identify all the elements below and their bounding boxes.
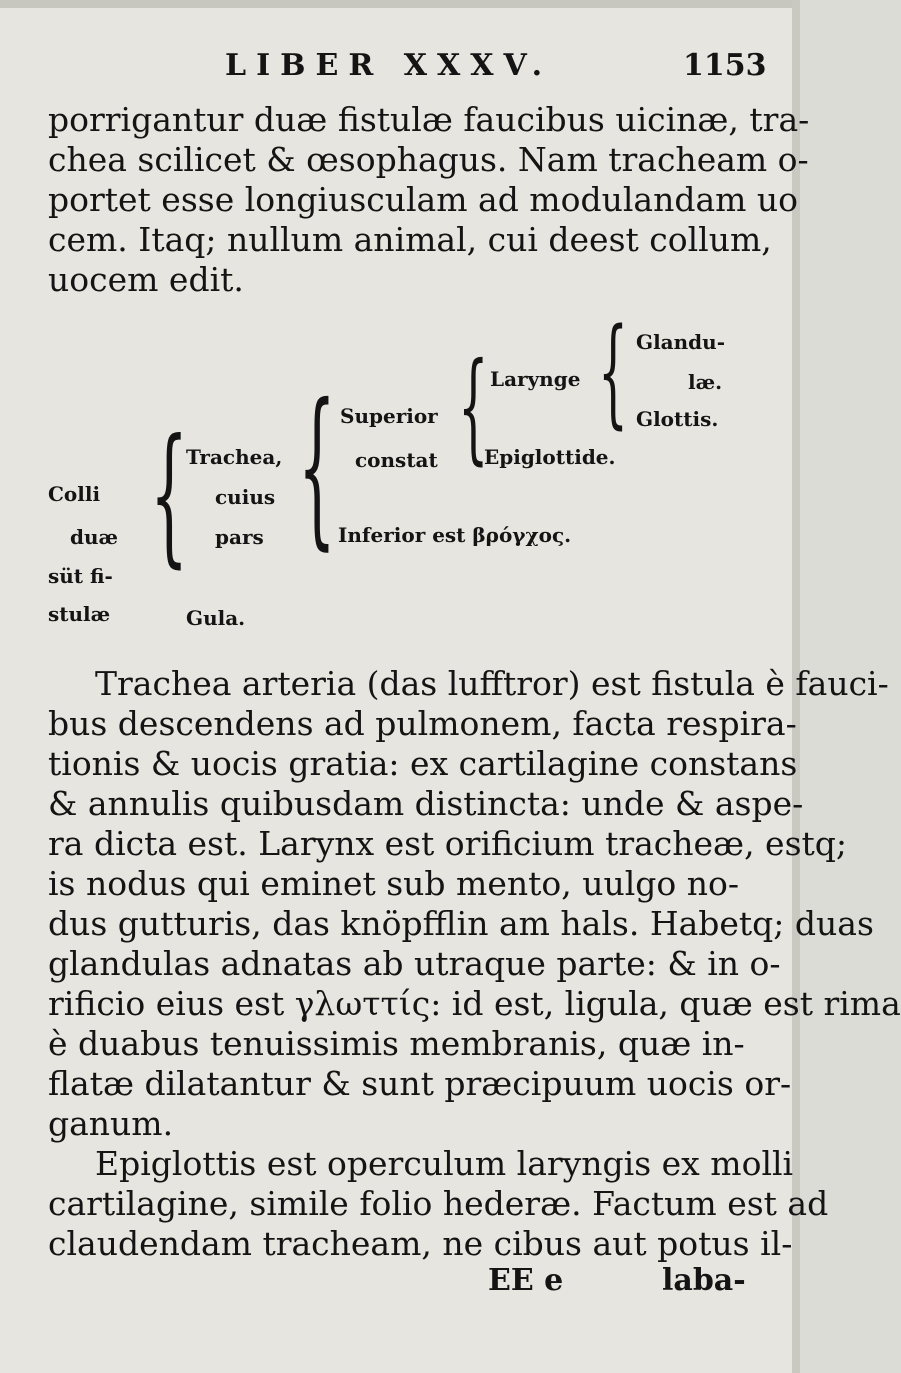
superior-label: Superior bbox=[340, 404, 438, 428]
text-line: è duabus tenuissimis membranis, quæ in- bbox=[48, 1024, 745, 1063]
running-title: LIBER XXXV. bbox=[225, 48, 553, 83]
catchword: laba- bbox=[662, 1263, 746, 1298]
text-line: uocem edit. bbox=[48, 260, 244, 299]
root-label-line: duæ bbox=[70, 525, 119, 549]
glandulae-label: læ. bbox=[688, 370, 723, 394]
text-line: flatæ dilatantur & sunt præcipuum uocis or- bbox=[48, 1064, 792, 1103]
text-line: rificio eius est γλωττίς: id est, ligula, quæ est rima bbox=[48, 984, 901, 1023]
brace-trachea: { bbox=[298, 368, 336, 566]
larynge-label: Larynge bbox=[490, 367, 581, 391]
glottis-label: Glottis. bbox=[636, 407, 719, 431]
brace-root: { bbox=[150, 408, 189, 582]
root-label-line: stulæ bbox=[48, 602, 111, 626]
text-line: bus descendens ad pulmonem, facta respira- bbox=[48, 704, 797, 743]
text-line: porrigantur duæ fistulæ faucibus uicinæ, tra- bbox=[48, 100, 810, 139]
page-number: 1153 bbox=[683, 48, 767, 83]
root-label-line: Colli bbox=[48, 482, 101, 506]
page-header bbox=[0, 48, 800, 88]
text-line: cartilagine, simile folio hederæ. Factum est ad bbox=[48, 1184, 829, 1223]
brace-superior: { bbox=[458, 338, 489, 477]
trachea-label: Trachea, bbox=[186, 445, 283, 469]
brace-larynge: { bbox=[598, 302, 629, 440]
trachea-label: cuius bbox=[215, 485, 276, 509]
superior-label: constat bbox=[355, 448, 438, 472]
page-top-edge bbox=[0, 0, 800, 8]
glandulae-label: Glandu- bbox=[636, 330, 726, 354]
gula-label: Gula. bbox=[186, 606, 246, 630]
trachea-label: pars bbox=[215, 525, 264, 549]
inferior-label: Inferior est βρόγχος. bbox=[338, 523, 572, 547]
text-line: glandulas adnatas ab utraque parte: & in o- bbox=[48, 944, 781, 983]
signature-mark: EE e bbox=[488, 1263, 564, 1298]
text-line: is nodus qui eminet sub mento, uulgo no- bbox=[48, 864, 740, 903]
text-line: dus gutturis, das knöpfflin am hals. Habetq; duas bbox=[48, 904, 874, 943]
root-label-line: süt fi- bbox=[48, 564, 113, 588]
text-line: Epiglottis est operculum laryngis ex molli bbox=[95, 1144, 794, 1183]
text-line: portet esse longiusculam ad modulandam uo bbox=[48, 180, 799, 219]
epiglottide-label: Epiglottide. bbox=[484, 445, 616, 469]
text-line: claudendam tracheam, ne cibus aut potus il- bbox=[48, 1224, 793, 1263]
text-line: & annulis quibusdam distincta: unde & aspe- bbox=[48, 784, 804, 823]
text-line: Trachea arteria (das lufftror) est fistula è fauci- bbox=[95, 664, 889, 703]
text-line: tionis & uocis gratia: ex cartilagine constans bbox=[48, 744, 798, 783]
text-line: ra dicta est. Larynx est orificium tracheæ, estq; bbox=[48, 824, 848, 863]
text-line: cem. Itaq; nullum animal, cui deest collum, bbox=[48, 220, 772, 259]
text-line: chea scilicet & œsophagus. Nam tracheam o- bbox=[48, 140, 809, 179]
text-line: ganum. bbox=[48, 1104, 174, 1143]
